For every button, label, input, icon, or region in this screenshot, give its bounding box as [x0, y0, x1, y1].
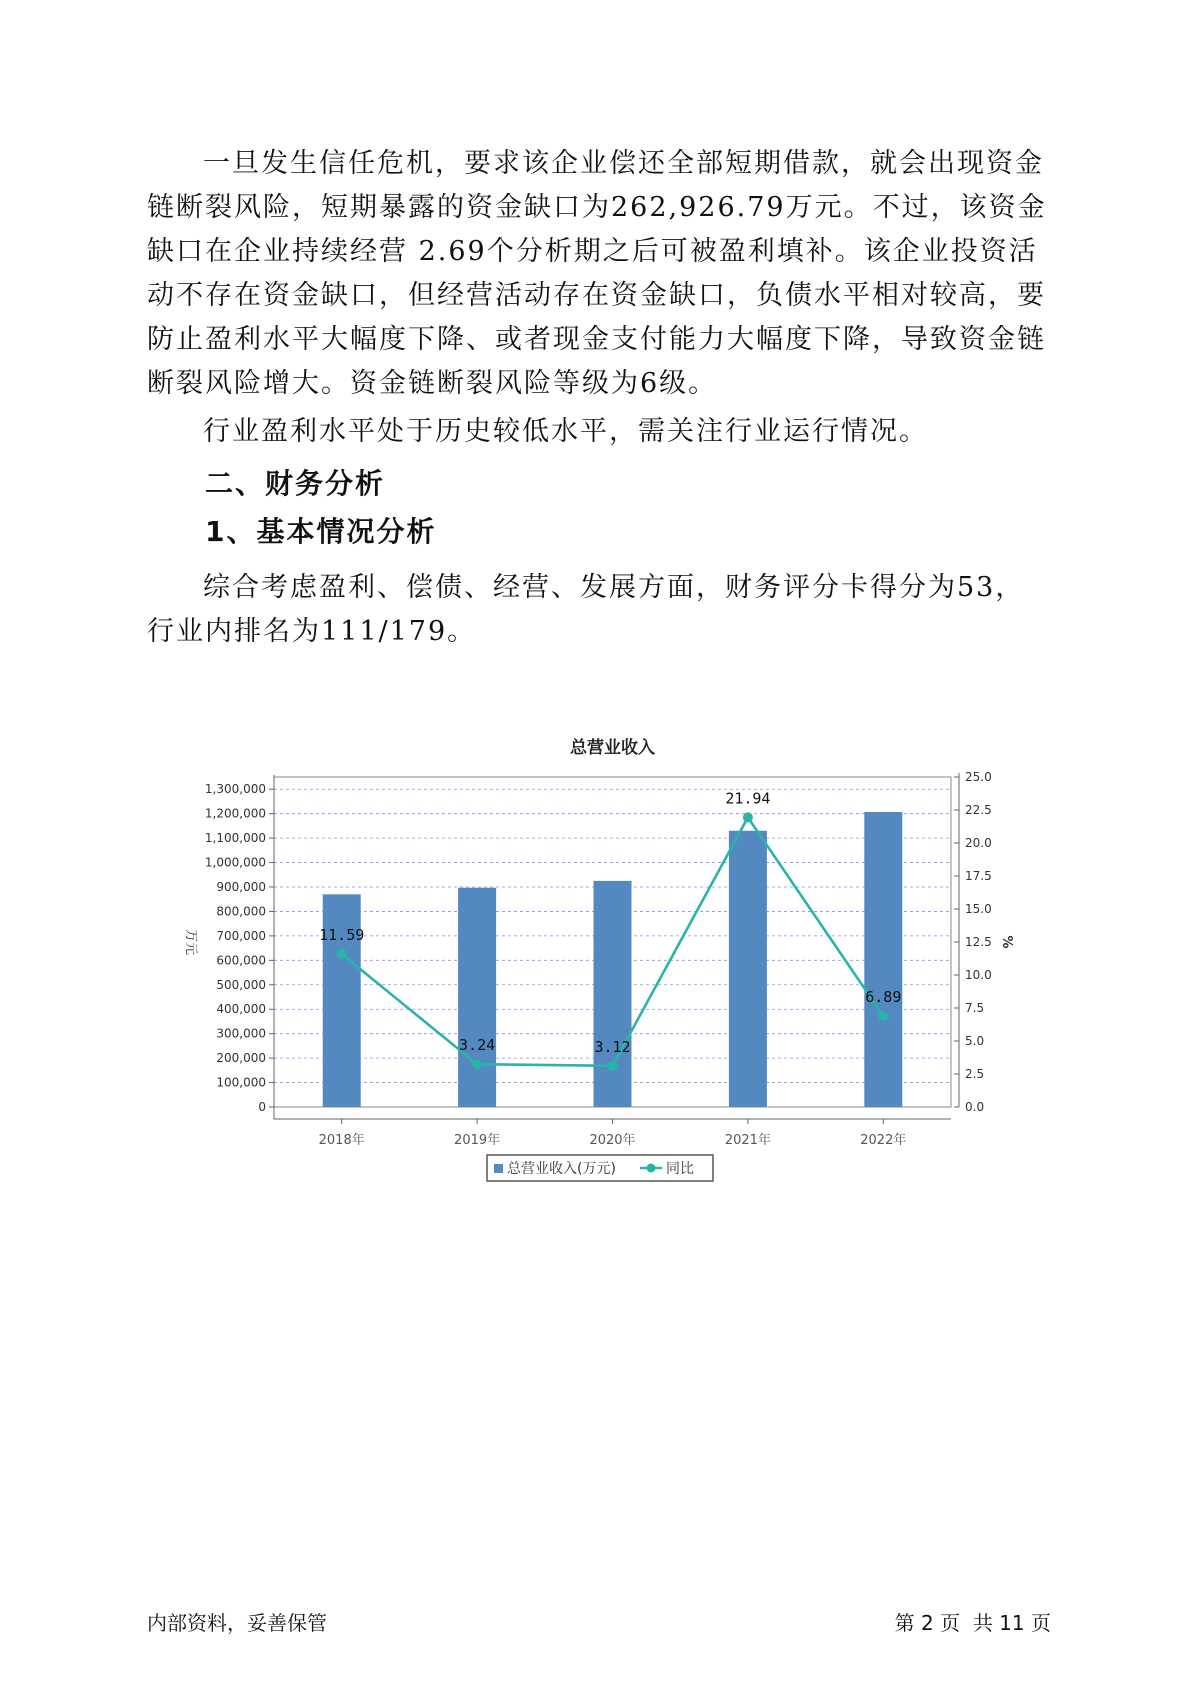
y-tick-label: 1,300,000 — [204, 782, 266, 797]
x-tick-label: 2022年 — [860, 1133, 907, 1148]
paragraph-summary: 综合考虑盈利、偿债、经营、发展方面，财务评分卡得分为53，行业内排名为111/179。 — [147, 572, 1025, 647]
legend-line-marker — [647, 1164, 656, 1173]
legend-bar-label: 总营业收入(万元) — [507, 1161, 616, 1177]
y-tick-label: 0 — [258, 1100, 266, 1114]
paragraph-industry: 行业盈利水平处于历史较低水平，需关注行业运行情况。 — [203, 416, 928, 447]
legend-line-label: 同比 — [666, 1161, 694, 1177]
yoy-point — [472, 1059, 482, 1069]
x-tick-label: 2019年 — [454, 1133, 501, 1148]
yoy-data-label: 3.24 — [459, 1036, 496, 1055]
y-tick-label: 500,000 — [216, 977, 266, 992]
bar-2021 — [729, 831, 767, 1107]
subsection-heading: 1、基本情况分析 — [205, 515, 437, 548]
yoy-data-label: 6.89 — [865, 988, 902, 1007]
y2-tick-label: 15.0 — [965, 902, 992, 916]
y-tick-label: 800,000 — [216, 904, 266, 919]
y2-tick-label: 12.5 — [965, 935, 992, 949]
yoy-data-label: 21.94 — [725, 789, 771, 808]
y2-tick-label: 2.5 — [965, 1067, 985, 1081]
paragraph-risk: 一旦发生信任危机，要求该企业偿还全部短期借款，就会出现资金链断裂风险，短期暴露的资金缺口为262,926.79万元。不过，该资金缺口在企业持续经营 2.69个分析期之后可被盈利填补。该企业投资活动不存在资金缺口，但经营活动存在资金缺口，负债水平相对较高，要防止盈利水平大幅度下降、或者现金支付能力大幅度下降，导致资金链断裂风险增大。资金链断裂风险等级为6级。 — [147, 148, 1047, 399]
footer-page-number: 第 2 页 共 11 页 — [894, 1611, 1051, 1635]
y2-tick-label: 25.0 — [965, 770, 992, 784]
y-axis-label: 万元 — [183, 928, 198, 956]
y-tick-label: 1,100,000 — [204, 831, 266, 846]
y-tick-label: 1,200,000 — [204, 806, 266, 821]
y2-tick-label: 0.0 — [965, 1100, 985, 1114]
footer-confidential: 内部资料，妥善保管 — [147, 1611, 327, 1635]
y-tick-label: 300,000 — [216, 1026, 266, 1041]
x-tick-label: 2020年 — [589, 1133, 636, 1148]
bar-2019 — [458, 888, 496, 1107]
y-tick-label: 700,000 — [216, 928, 266, 943]
y2-tick-label: 5.0 — [965, 1034, 985, 1048]
bar-2022 — [864, 812, 902, 1107]
section-heading: 二、财务分析 — [205, 467, 386, 500]
yoy-point — [337, 949, 347, 959]
yoy-data-label: 3.12 — [594, 1037, 631, 1056]
legend-bar-swatch — [494, 1164, 503, 1173]
x-tick-label: 2018年 — [318, 1133, 365, 1148]
y2-tick-label: 7.5 — [965, 1001, 985, 1015]
chart-title: 总营业收入 — [570, 738, 655, 758]
y-tick-label: 1,000,000 — [204, 855, 266, 870]
y-tick-label: 600,000 — [216, 953, 266, 968]
yoy-point — [878, 1011, 888, 1021]
x-tick-label: 2021年 — [724, 1133, 771, 1148]
y-tick-label: 100,000 — [216, 1075, 266, 1090]
y2-tick-label: 22.5 — [965, 803, 992, 817]
y2-tick-label: 10.0 — [965, 968, 992, 982]
y2-tick-label: 17.5 — [965, 869, 992, 883]
y-tick-label: 400,000 — [216, 1002, 266, 1017]
yoy-point — [743, 812, 753, 822]
yoy-data-label: 11.59 — [319, 926, 365, 945]
y2-tick-label: 20.0 — [965, 836, 992, 850]
yoy-point — [608, 1061, 618, 1071]
bar-2020 — [594, 881, 632, 1107]
y-tick-label: 900,000 — [216, 880, 266, 894]
y-tick-label: 200,000 — [216, 1051, 266, 1066]
y2-axis-label: % — [999, 935, 1014, 949]
